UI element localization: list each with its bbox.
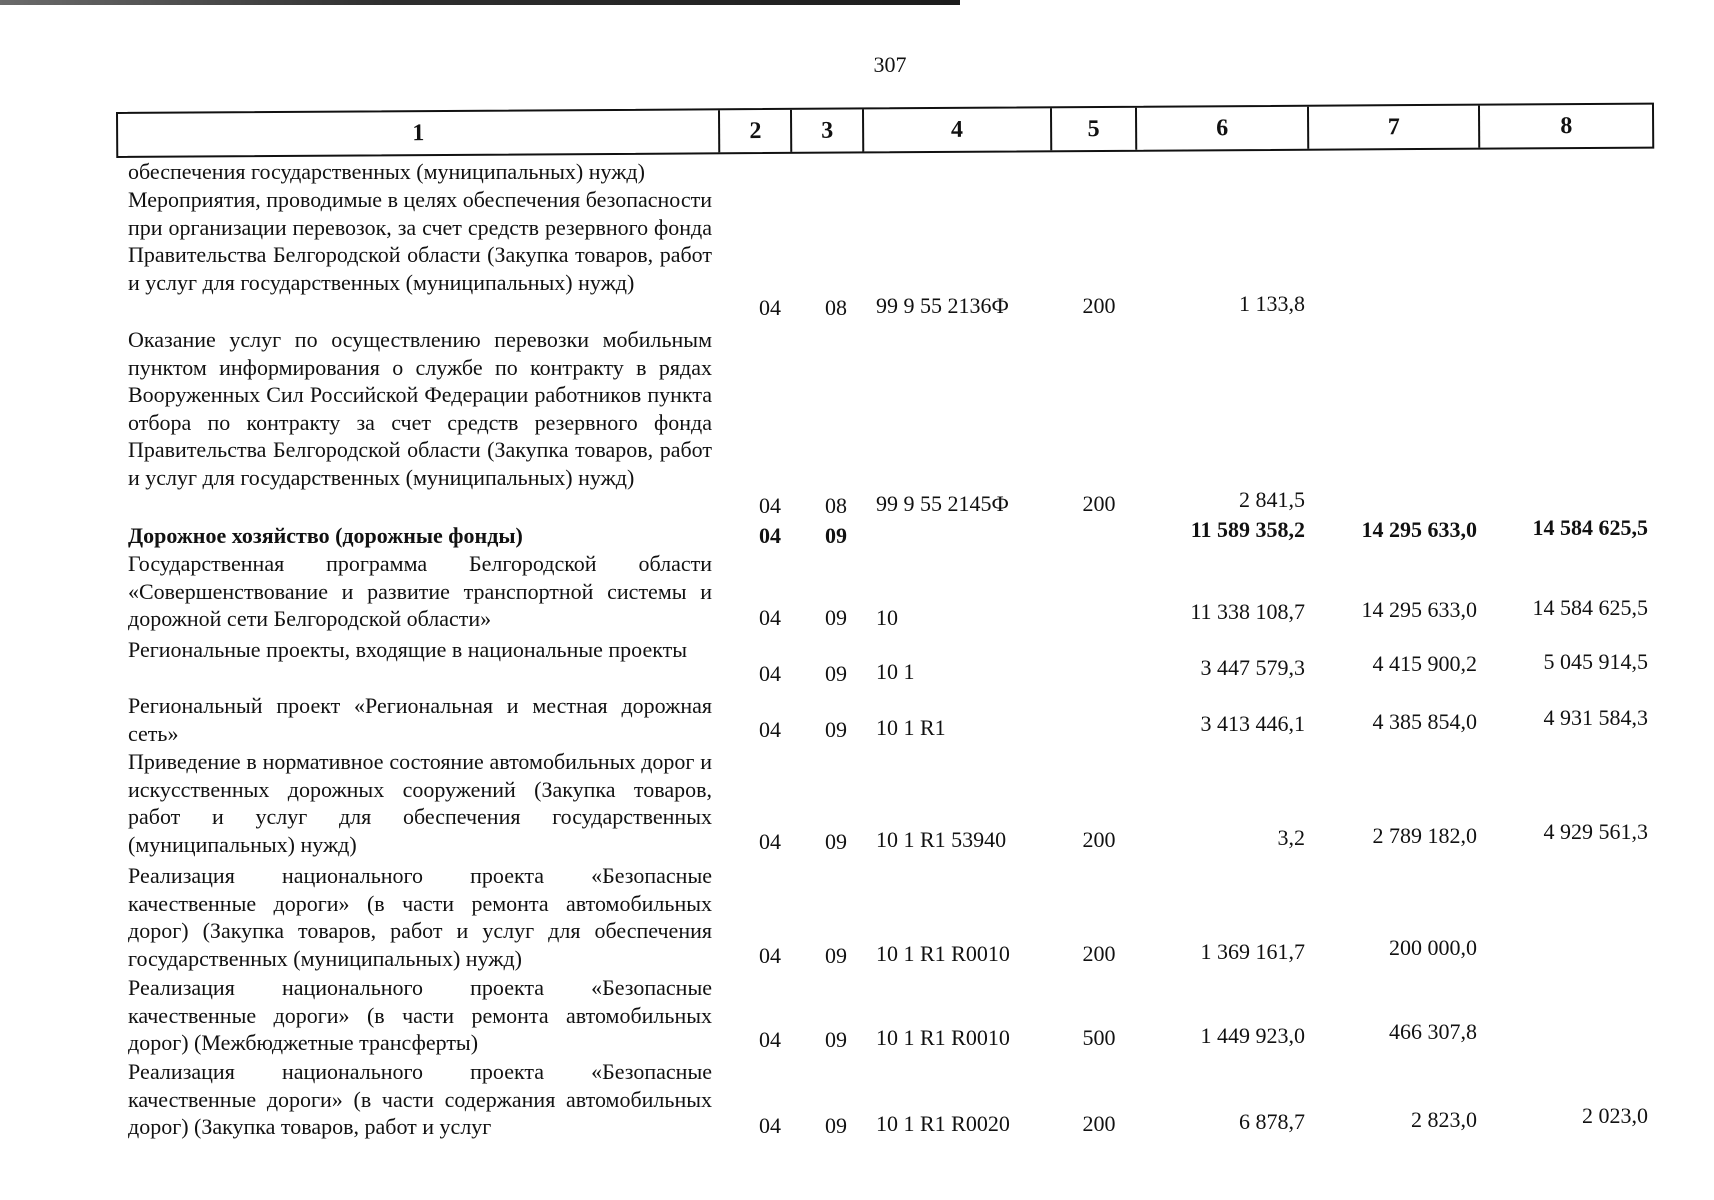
header-col-3: 3 <box>792 109 864 151</box>
table-header <box>116 103 1654 158</box>
cell-section: 04 <box>759 1027 781 1052</box>
row-description: Реализация национального проекта «Безопасные качественные дороги» (в части ремонта автомобильных дорог) (Межбюджетные трансферты) <box>128 975 712 1055</box>
cell-col-6: 1 133,8 <box>1239 291 1305 316</box>
cell-col-7: 2 789 182,0 <box>1372 823 1477 848</box>
cell-col-8: 2 023,0 <box>1582 1103 1648 1128</box>
cell-expense-type: 500 <box>1082 1025 1116 1050</box>
cell-col-6: 1 449 923,0 <box>1200 1023 1305 1048</box>
row-description: Мероприятия, проводимые в целях обеспечения безопасности при организации перевозок, за счет средств резервного фонда Правительства Белгородской области (Закупка товаров, работ и услуг для государственных (муниципальных) нужд) <box>128 187 712 295</box>
cell-col-7: 4 385 854,0 <box>1372 709 1477 734</box>
cell-section: 04 <box>759 493 781 518</box>
header-col-6: 6 <box>1137 107 1309 150</box>
row-description: обеспечения государственных (муниципальных) нужд) <box>128 159 645 184</box>
cell-subsection: 09 <box>825 661 847 686</box>
row-description: Реализация национального проекта «Безопасные качественные дороги» (в части ремонта автомобильных дорог) (Закупка товаров, работ и услуг для обеспечения государственных (муниципальных) нужд) <box>128 863 712 971</box>
cell-subsection: 09 <box>825 605 847 630</box>
cell-target-article: 10 1 R1 R0010 <box>876 1025 1010 1050</box>
cell-col-6: 11 589 358,2 <box>1190 517 1305 542</box>
row-description: Оказание услуг по осуществлению перевозки мобильным пунктом информирования о службе по контракту в рядах Вооруженных Сил Российской Федерации работников пункта отбора по контракту за счет средств резервного фонда Правительства Белгородской области (Закупка товаров, работ и услуг для государственных (муниципальных) нужд) <box>128 327 712 490</box>
cell-col-6: 3,2 <box>1277 825 1305 850</box>
header-col-8: 8 <box>1560 112 1573 139</box>
cell-col-8: 14 584 625,5 <box>1532 595 1648 620</box>
scan-edge <box>0 0 960 5</box>
cell-section: 04 <box>759 717 781 742</box>
cell-col-6: 1 369 161,7 <box>1200 939 1305 964</box>
cell-col-7: 14 295 633,0 <box>1361 597 1477 622</box>
cell-col-6: 2 841,5 <box>1239 487 1305 512</box>
cell-section: 04 <box>759 295 781 320</box>
page-number: 307 <box>873 52 907 77</box>
cell-col-7: 200 000,0 <box>1389 935 1477 960</box>
cell-subsection: 08 <box>825 493 847 518</box>
cell-col-7: 466 307,8 <box>1389 1019 1477 1044</box>
cell-col-8: 14 584 625,5 <box>1532 515 1648 540</box>
cell-target-article: 10 1 R1 R0020 <box>876 1111 1010 1136</box>
cell-subsection: 09 <box>825 1113 847 1138</box>
cell-expense-type: 200 <box>1082 827 1116 852</box>
row-description: Государственная программа Белгородской области «Совершенствование и развитие транспортной системы и дорожной сети Белгородской области» <box>128 551 712 631</box>
cell-section: 04 <box>759 943 781 968</box>
cell-col-6: 6 878,7 <box>1239 1109 1305 1134</box>
cell-subsection: 09 <box>825 523 847 548</box>
cell-col-7: 14 295 633,0 <box>1361 517 1477 542</box>
cell-expense-type: 200 <box>1082 941 1116 966</box>
header-col-1: 1 <box>118 110 721 156</box>
row-description: Приведение в нормативное состояние автомобильных дорог и искусственных дорожных сооружений (Закупка товаров, работ и услуг для обеспечения государственных (муниципальных) нужд) <box>128 749 712 857</box>
cell-col-8: 5 045 914,5 <box>1543 649 1648 674</box>
cell-col-7: 2 823,0 <box>1411 1107 1477 1132</box>
cell-section: 04 <box>759 523 781 548</box>
cell-section: 04 <box>759 661 781 686</box>
cell-col-6: 3 447 579,3 <box>1200 655 1305 680</box>
cell-subsection: 09 <box>825 829 847 854</box>
cell-target-article: 99 9 55 2145Ф <box>876 491 1009 516</box>
row-description: Реализация национального проекта «Безопасные качественные дороги» (в части содержания автомобильных дорог) (Закупка товаров, работ и услуг <box>128 1059 712 1139</box>
row-description: Региональный проект «Региональная и местная дорожная сеть» <box>128 693 712 746</box>
cell-target-article: 10 1 R1 <box>876 715 946 740</box>
cell-target-article: 10 1 R1 R0010 <box>876 941 1010 966</box>
header-col-4: 4 <box>864 108 1052 151</box>
cell-expense-type: 200 <box>1082 491 1116 516</box>
cell-target-article: 99 9 55 2136Ф <box>876 293 1009 318</box>
header-col-7: 7 <box>1309 106 1481 149</box>
row-description: Дорожное хозяйство (дорожные фонды) <box>128 523 523 548</box>
cell-col-6: 11 338 108,7 <box>1190 599 1305 624</box>
cell-target-article: 10 <box>876 605 898 630</box>
cell-expense-type: 200 <box>1082 1111 1116 1136</box>
cell-col-8: 4 929 561,3 <box>1543 819 1648 844</box>
row-description: Региональные проекты, входящие в национальные проекты <box>128 637 688 662</box>
cell-subsection: 09 <box>825 1027 847 1052</box>
cell-col-6: 3 413 446,1 <box>1200 711 1305 736</box>
cell-subsection: 09 <box>825 943 847 968</box>
cell-subsection: 09 <box>825 717 847 742</box>
cell-target-article: 10 1 R1 53940 <box>876 827 1007 852</box>
cell-section: 04 <box>759 605 781 630</box>
cell-col-8: 4 931 584,3 <box>1543 705 1648 730</box>
cell-col-7: 4 415 900,2 <box>1372 651 1477 676</box>
cell-target-article: 10 1 <box>876 659 915 684</box>
cell-expense-type: 200 <box>1082 293 1116 318</box>
cell-section: 04 <box>759 829 781 854</box>
header-col-5: 5 <box>1052 108 1138 151</box>
header-col-2: 2 <box>720 110 792 152</box>
cell-subsection: 08 <box>825 295 847 320</box>
cell-section: 04 <box>759 1113 781 1138</box>
